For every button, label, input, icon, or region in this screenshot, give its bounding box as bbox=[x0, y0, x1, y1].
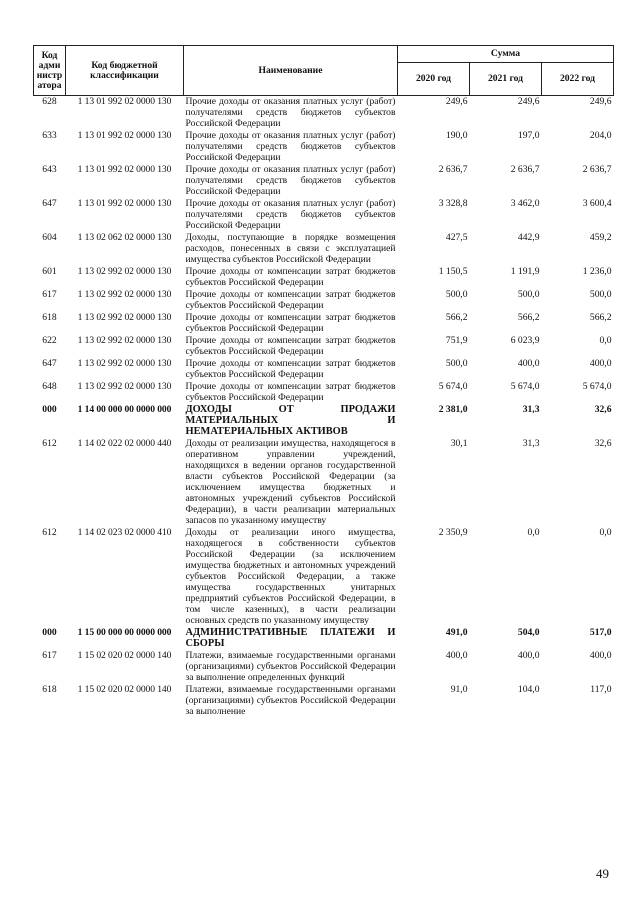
sum-2021-cell: 1 191,9 bbox=[510, 266, 540, 277]
budget-code-cell: 1 13 01 992 02 0000 130 bbox=[77, 198, 172, 209]
sum-2020-cell: 751,9 bbox=[445, 335, 468, 346]
sum-2020-cell: 5 674,0 bbox=[438, 381, 468, 392]
budget-code-cell: 1 14 02 023 02 0000 410 bbox=[77, 527, 172, 538]
admin-code-cell: 604 bbox=[42, 232, 57, 243]
sum-2022-cell: 500,0 bbox=[589, 289, 612, 300]
name-cell: Доходы от реализации иного имущества, находящегося в собственности субъектов Российской Федерации (за исключением имущества бюджетных и автономных учреждений субъектов Российской Федерации, а также имущества государственных унитарных предприятий субъектов Российской Федерации, в том числе казенных), в части реализации основных средств по указанному имуществу bbox=[185, 527, 396, 626]
sum-2021-cell: 5 674,0 bbox=[510, 381, 540, 392]
budget-code-cell: 1 15 02 020 02 0000 140 bbox=[77, 650, 172, 661]
table-header bbox=[34, 46, 614, 96]
sum-2020-cell: 3 328,8 bbox=[438, 198, 468, 209]
budget-code-cell: 1 14 00 000 00 0000 000 bbox=[77, 404, 172, 415]
admin-code-cell: 647 bbox=[42, 198, 57, 209]
budget-code-cell: 1 13 02 992 02 0000 130 bbox=[77, 289, 172, 300]
sum-2021-cell: 2 636,7 bbox=[510, 164, 540, 175]
sum-2020-cell: 30,1 bbox=[450, 438, 468, 449]
admin-code-cell: 617 bbox=[42, 650, 57, 661]
name-cell: Прочие доходы от оказания платных услуг (работ) получателями средств бюджетов субъектов Российской Федерации bbox=[185, 130, 396, 163]
sum-2022-cell: 5 674,0 bbox=[582, 381, 612, 392]
admin-code-cell: 622 bbox=[42, 335, 57, 346]
sum-2020-cell: 2 381,0 bbox=[438, 404, 468, 415]
sum-2021-cell: 504,0 bbox=[517, 627, 540, 638]
name-cell: Прочие доходы от компенсации затрат бюджетов субъектов Российской Федерации bbox=[185, 312, 396, 334]
name-cell: Прочие доходы от оказания платных услуг (работ) получателями средств бюджетов субъектов Российской Федерации bbox=[185, 164, 396, 197]
admin-code-cell: 648 bbox=[42, 381, 57, 392]
table-body bbox=[34, 96, 614, 719]
admin-code-cell: 612 bbox=[42, 438, 57, 449]
sum-2020-cell: 249,6 bbox=[445, 96, 468, 107]
sum-2021-cell: 31,3 bbox=[522, 438, 540, 449]
sum-2022-cell: 566,2 bbox=[589, 312, 612, 323]
table-row bbox=[34, 198, 614, 232]
header-year-2021: 2021 год bbox=[470, 63, 542, 96]
budget-code-cell: 1 13 01 992 02 0000 130 bbox=[77, 164, 172, 175]
table-row bbox=[34, 381, 614, 404]
budget-code-cell: 1 13 01 992 02 0000 130 bbox=[77, 96, 172, 107]
budget-code-cell: 1 15 02 020 02 0000 140 bbox=[77, 684, 172, 695]
sum-2022-cell: 204,0 bbox=[589, 130, 612, 141]
table-row bbox=[34, 266, 614, 289]
name-cell: Прочие доходы от оказания платных услуг (работ) получателями средств бюджетов субъектов Российской Федерации bbox=[185, 198, 396, 231]
admin-code-cell: 000 bbox=[42, 404, 57, 415]
budget-page bbox=[33, 45, 613, 718]
budget-code-cell: 1 13 02 992 02 0000 130 bbox=[77, 358, 172, 369]
name-cell: Платежи, взимаемые государственными органами (организациями) субъектов Российской Федерации за выполнение определенных функций bbox=[185, 650, 396, 683]
sum-2020-cell: 190,0 bbox=[445, 130, 468, 141]
sum-2022-cell: 249,6 bbox=[589, 96, 612, 107]
sum-2022-cell: 32,6 bbox=[594, 438, 612, 449]
table-row bbox=[34, 232, 614, 266]
sum-2021-cell: 0,0 bbox=[527, 527, 540, 538]
name-cell: Прочие доходы от компенсации затрат бюджетов субъектов Российской Федерации bbox=[185, 381, 396, 403]
table-row bbox=[34, 335, 614, 358]
sum-2021-cell: 442,9 bbox=[517, 232, 540, 243]
sum-2021-cell: 400,0 bbox=[517, 650, 540, 661]
table-row bbox=[34, 312, 614, 335]
table-row bbox=[34, 358, 614, 381]
sum-2022-cell: 3 600,4 bbox=[582, 198, 612, 209]
sum-2020-cell: 2 350,9 bbox=[438, 527, 468, 538]
table-row bbox=[34, 684, 614, 718]
sum-2020-cell: 566,2 bbox=[445, 312, 468, 323]
admin-code-cell: 647 bbox=[42, 358, 57, 369]
name-cell: Прочие доходы от оказания платных услуг (работ) получателями средств бюджетов субъектов Российской Федерации bbox=[185, 96, 396, 129]
budget-code-cell: 1 13 02 992 02 0000 130 bbox=[77, 381, 172, 392]
budget-code-cell: 1 13 02 992 02 0000 130 bbox=[77, 335, 172, 346]
sum-2022-cell: 0,0 bbox=[599, 335, 612, 346]
name-cell: Платежи, взимаемые государственными органами (организациями) субъектов Российской Федерации за выполнение bbox=[185, 684, 396, 717]
sum-2020-cell: 2 636,7 bbox=[438, 164, 468, 175]
sum-2021-cell: 566,2 bbox=[517, 312, 540, 323]
admin-code-cell: 618 bbox=[42, 312, 57, 323]
sum-2020-cell: 500,0 bbox=[445, 358, 468, 369]
table-row bbox=[34, 404, 614, 438]
header-name: Наименование bbox=[184, 46, 398, 96]
name-cell: Доходы, поступающие в порядке возмещения расходов, понесенных в связи с эксплуатацией имущества субъектов Российской Федерации bbox=[185, 232, 396, 265]
sum-2021-cell: 249,6 bbox=[517, 96, 540, 107]
sum-2021-cell: 197,0 bbox=[517, 130, 540, 141]
sum-2022-cell: 400,0 bbox=[589, 358, 612, 369]
table-row bbox=[34, 650, 614, 684]
admin-code-cell: 612 bbox=[42, 527, 57, 538]
table-row bbox=[34, 130, 614, 164]
sum-2020-cell: 500,0 bbox=[445, 289, 468, 300]
header-admin-code: Код адми нистр атора bbox=[34, 46, 66, 96]
name-cell: АДМИНИСТРАТИВНЫЕ ПЛАТЕЖИ И СБОРЫ bbox=[185, 627, 396, 649]
name-cell: Доходы от реализации имущества, находящегося в оперативном управлении учреждений, находящихся в ведении органов государственной власти субъектов Российской Федерации (за исключением имущества бюджетных и автономных учреждений субъектов Российской Федерации), в части реализации материальных запасов по указанному имуществу bbox=[185, 438, 396, 526]
sum-2021-cell: 104,0 bbox=[517, 684, 540, 695]
budget-code-cell: 1 15 00 000 00 0000 000 bbox=[77, 627, 172, 638]
admin-code-cell: 617 bbox=[42, 289, 57, 300]
table-row bbox=[34, 438, 614, 527]
sum-2021-cell: 6 023,9 bbox=[510, 335, 540, 346]
budget-code-cell: 1 14 02 022 02 0000 440 bbox=[77, 438, 172, 449]
sum-2022-cell: 459,2 bbox=[589, 232, 612, 243]
sum-2021-cell: 3 462,0 bbox=[510, 198, 540, 209]
sum-2022-cell: 1 236,0 bbox=[582, 266, 612, 277]
budget-code-cell: 1 13 02 062 02 0000 130 bbox=[77, 232, 172, 243]
sum-2021-cell: 31,3 bbox=[522, 404, 540, 415]
sum-2022-cell: 400,0 bbox=[589, 650, 612, 661]
header-budget-code: Код бюджетной классификации bbox=[66, 46, 184, 96]
admin-code-cell: 633 bbox=[42, 130, 57, 141]
header-year-2020: 2020 год bbox=[398, 63, 470, 96]
table-row bbox=[34, 164, 614, 198]
header-year-2022: 2022 год bbox=[542, 63, 614, 96]
name-cell: ДОХОДЫ ОТ ПРОДАЖИ МАТЕРИАЛЬНЫХ И НЕМАТЕРИАЛЬНЫХ АКТИВОВ bbox=[185, 404, 396, 437]
sum-2020-cell: 491,0 bbox=[445, 627, 468, 638]
sum-2020-cell: 1 150,5 bbox=[438, 266, 468, 277]
admin-code-cell: 000 bbox=[42, 627, 57, 638]
sum-2022-cell: 32,6 bbox=[594, 404, 612, 415]
admin-code-cell: 618 bbox=[42, 684, 57, 695]
sum-2020-cell: 427,5 bbox=[445, 232, 468, 243]
table-row bbox=[34, 96, 614, 131]
name-cell: Прочие доходы от компенсации затрат бюджетов субъектов Российской Федерации bbox=[185, 335, 396, 357]
sum-2021-cell: 400,0 bbox=[517, 358, 540, 369]
budget-code-cell: 1 13 02 992 02 0000 130 bbox=[77, 312, 172, 323]
budget-code-cell: 1 13 02 992 02 0000 130 bbox=[77, 266, 172, 277]
budget-table bbox=[33, 45, 614, 718]
sum-2022-cell: 517,0 bbox=[589, 627, 612, 638]
admin-code-cell: 643 bbox=[42, 164, 57, 175]
sum-2022-cell: 0,0 bbox=[599, 527, 612, 538]
sum-2020-cell: 400,0 bbox=[445, 650, 468, 661]
sum-2022-cell: 2 636,7 bbox=[582, 164, 612, 175]
name-cell: Прочие доходы от компенсации затрат бюджетов субъектов Российской Федерации bbox=[185, 289, 396, 311]
admin-code-cell: 601 bbox=[42, 266, 57, 277]
sum-2021-cell: 500,0 bbox=[517, 289, 540, 300]
sum-2022-cell: 117,0 bbox=[590, 684, 612, 695]
table-row bbox=[34, 527, 614, 627]
name-cell: Прочие доходы от компенсации затрат бюджетов субъектов Российской Федерации bbox=[185, 358, 396, 380]
header-sum: Сумма bbox=[398, 46, 614, 63]
table-row bbox=[34, 289, 614, 312]
name-cell: Прочие доходы от компенсации затрат бюджетов субъектов Российской Федерации bbox=[185, 266, 396, 288]
page-number: 49 bbox=[596, 866, 609, 881]
budget-code-cell: 1 13 01 992 02 0000 130 bbox=[77, 130, 172, 141]
table-row bbox=[34, 627, 614, 650]
sum-2020-cell: 91,0 bbox=[450, 684, 468, 695]
admin-code-cell: 628 bbox=[42, 96, 57, 107]
